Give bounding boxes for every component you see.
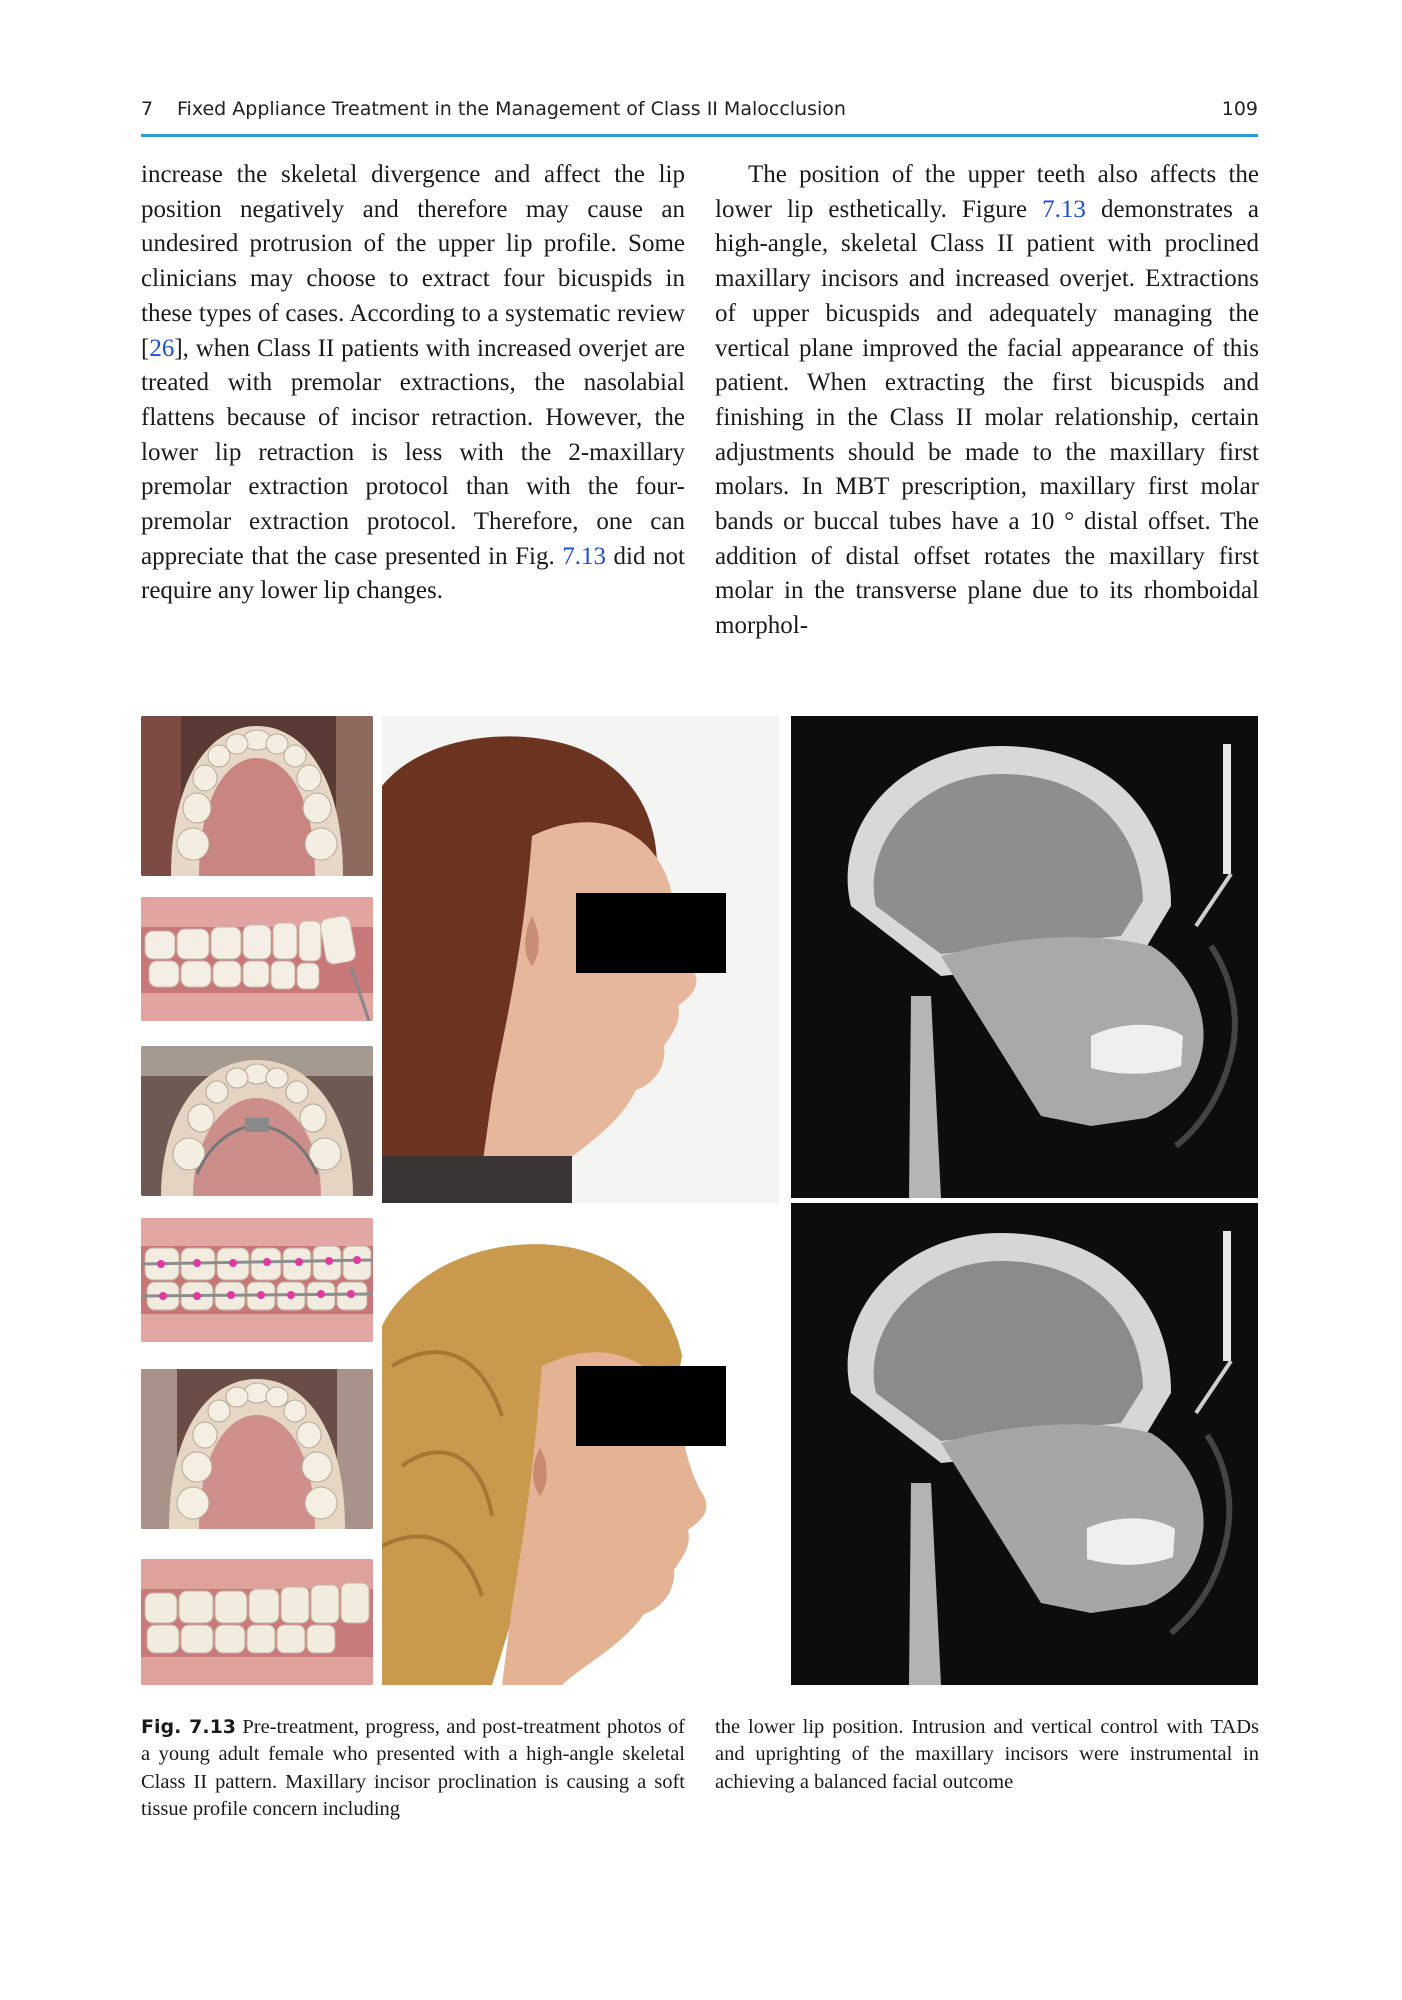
caption-text: the lower lip position. Intrusion and vertical control with TADs and uprighting of the maxillary incisors were instrumental in achieving a balanced facial outcome: [715, 1716, 1259, 1793]
redaction-bar: [576, 893, 726, 973]
intraoral-occlusal-progress: [141, 1046, 373, 1196]
citation-link[interactable]: 26: [149, 334, 175, 362]
text-run: demonstrates a high-angle, skeletal Class II patient with proclined maxillary incisors and increased overjet. Extractions of upper bicuspids and adequately managing the vertical plane improved the facial appearance of this patient. When extracting the first bicuspids and finishing in the Class II molar relationship, certain adjustments should be made to the maxillary first molars. In MBT prescription, maxillary first molar bands or buccal tubes have a 10 ° distal offset. The addition of distal offset rotates the maxillary first molar in the transverse plane due to its rhomboidal morphol-: [715, 195, 1259, 640]
caption-text: Pre-treatment, progress, and post-treatment photos of a young adult female who presented with a high-angle skeletal Class II pattern. Maxillary incisor proclination is causing a soft tissue profile concern including: [141, 1716, 685, 1821]
text-run: The position of the upper teeth also affects the lower lip esthetically. Figure: [715, 161, 1259, 223]
intraoral-lateral-progress: [141, 1218, 373, 1342]
text-run: ], when Class II patients with increased overjet are treated with premolar extractions, the nasolabial flattens because of incisor retraction. However, the lower lip retraction is less with the 2-maxillary premolar extraction protocol than with the four-premolar extraction protocol. Therefore, one can appreciate that the case presented in Fig.: [141, 334, 685, 570]
redaction-bar: [576, 1366, 726, 1446]
header-rule: [141, 134, 1258, 137]
figure-label: Fig. 7.13: [141, 1716, 237, 1738]
intraoral-lateral-pretreatment: [141, 897, 373, 1021]
paragraph: [715, 158, 1259, 644]
chapter-title: Fixed Appliance Treatment in the Management of Class II Malocclusion: [177, 98, 846, 120]
figure-7-13: [141, 716, 1258, 1685]
figure-link[interactable]: 7.13: [1042, 195, 1086, 223]
paragraph: [141, 158, 685, 609]
body-column-right: [715, 158, 1259, 644]
intraoral-occlusal-posttreatment: [141, 1369, 373, 1529]
figure-link[interactable]: 7.13: [562, 542, 607, 570]
cephalometric-xray-pretreatment: [791, 716, 1258, 1198]
figure-caption-right: [715, 1714, 1259, 1796]
running-header: [141, 98, 1258, 128]
chapter-number: 7: [141, 98, 154, 120]
text-run: increase the skeletal divergence and affect the lip position negatively and therefore may cause an undesired protrusion of the upper lip profile. Some clinicians may choose to extract four bicuspids in these types of cases. According to a systematic review [: [141, 161, 685, 362]
profile-photo-posttreatment: [382, 1216, 779, 1685]
intraoral-lateral-posttreatment: [141, 1559, 373, 1685]
cephalometric-xray-posttreatment: [791, 1203, 1258, 1685]
text-run: did not require any lower lip changes.: [141, 542, 685, 605]
intraoral-occlusal-pretreatment: [141, 716, 373, 876]
body-column-left: [141, 158, 685, 609]
page-number: 109: [1221, 98, 1258, 120]
figure-caption-left: [141, 1714, 685, 1824]
